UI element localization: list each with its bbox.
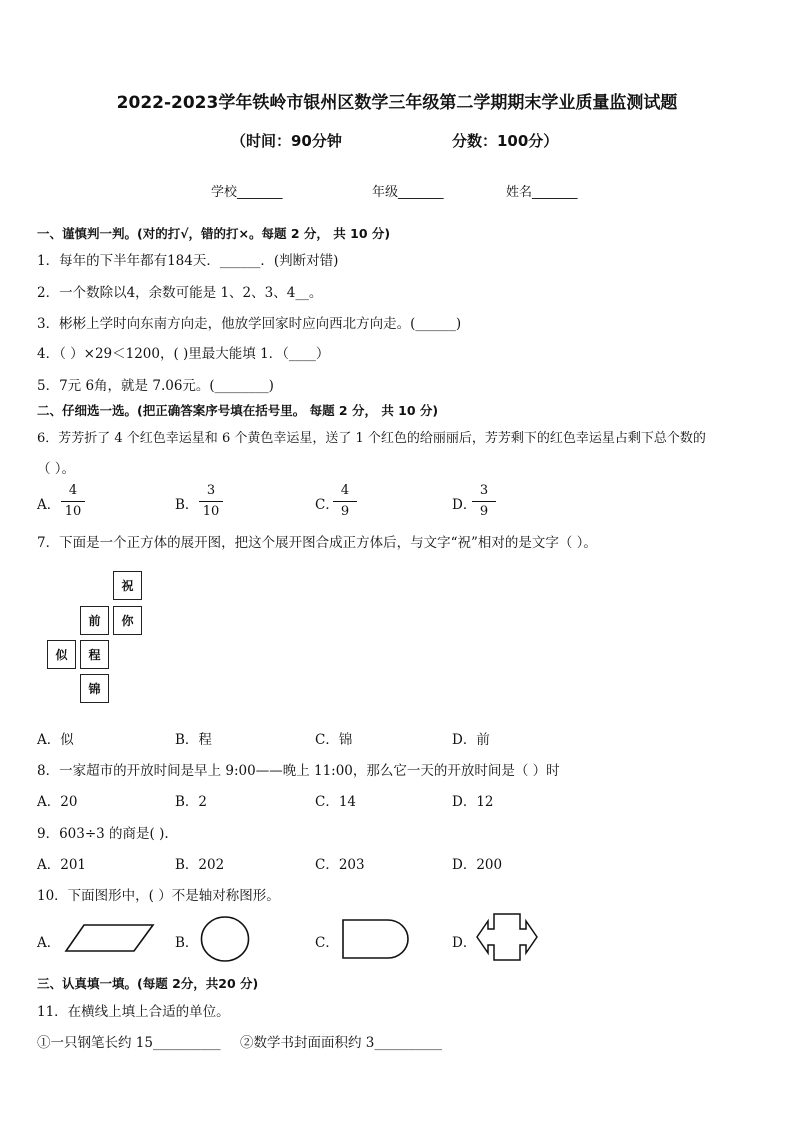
cube-face-zhu: 祝 (113, 571, 142, 600)
question-2: 2．一个数除以4，余数可能是 1、2、3、4__。 (37, 285, 323, 301)
q6-option-b-label: B． (175, 497, 199, 513)
denominator: 9 (479, 504, 489, 519)
cube-face-qian: 前 (80, 606, 109, 635)
denominator: 10 (202, 504, 220, 519)
q6-option-d-label: D． (452, 497, 477, 513)
circle-shape (199, 914, 253, 964)
section-2-heading: 二、仔细选一选。(把正确答案序号填在括号里。 每题 2 分， 共 10 分) (37, 403, 439, 418)
q8-option-b: B．2 (175, 794, 208, 810)
page-title: 2022-2023学年铁岭市银州区数学三年级第二学期期末学业质量监测试题 (116, 93, 678, 113)
question-11: 11．在横线上填上合适的单位。 (37, 1004, 230, 1020)
q7-option-b: B．程 (175, 732, 212, 748)
denominator: 10 (64, 504, 82, 519)
q7-option-c: C．锦 (315, 732, 353, 748)
q9-option-c: C．203 (315, 857, 365, 873)
q6-option-c-fraction (333, 483, 357, 520)
q9-option-b: B．202 (175, 857, 225, 873)
q10-option-d-label: D． (452, 935, 477, 951)
parallelogram-shape (64, 922, 156, 954)
denominator: 9 (340, 504, 350, 519)
numerator: 4 (340, 483, 350, 498)
cube-face-si: 似 (47, 640, 76, 669)
grade-field: 年级_______ (372, 185, 444, 200)
question-6: 6．芳芳折了 4 个红色幸运星和 6 个黄色幸运星，送了 1 个红色的给丽丽后，芳芳剩下的红色幸运星占剩下总个数的 (37, 431, 706, 446)
q9-option-d: D．200 (452, 857, 503, 873)
q8-option-a: A．20 (37, 794, 78, 810)
q10-option-c-label: C． (315, 935, 339, 951)
question-8: 8．一家超市的开放时间是早上 9:00——晚上 11:00，那么它一天的开放时间是（ ）时 (37, 763, 560, 779)
section-1-heading: 一、谨慎判一判。(对的打√，错的打×。每题 2 分， 共 10 分) (37, 226, 391, 241)
q7-option-d: D．前 (452, 732, 490, 748)
q9-option-a: A．201 (37, 857, 87, 873)
question-10: 10．下面图形中，( ）不是轴对称图形。 (37, 888, 280, 904)
question-1: 1．每年的下半年都有184天．______．(判断对错) (37, 253, 339, 269)
cube-face-ni: 你 (113, 606, 142, 635)
name-field: 姓名_______ (506, 185, 578, 200)
q6-option-c-label: C． (315, 497, 339, 513)
question-11-part-1: ①一只钢笔长约 15__________ (37, 1035, 221, 1051)
numerator: 3 (206, 483, 216, 498)
numerator: 4 (68, 483, 78, 498)
question-7: 7．下面是一个正方体的展开图，把这个展开图合成正方体后，与文字“祝”相对的是文字（ ）。 (37, 535, 597, 551)
question-9: 9．603÷3 的商是( ). (37, 826, 169, 842)
cube-face-jin: 锦 (80, 674, 109, 703)
q6-option-a-fraction (61, 483, 85, 520)
q8-option-c: C．14 (315, 794, 357, 810)
time-limit: （时间：90分钟 (231, 132, 342, 150)
question-4: 4．（ ）×29＜1200，( )里最大能填 1．（____） (37, 346, 330, 362)
question-3: 3．彬彬上学时向东南方向走，他放学回家时应向西北方向走。(______) (37, 316, 462, 332)
double-arrow-shape (474, 911, 540, 963)
q10-option-b-label: B． (175, 935, 199, 951)
q6-option-d-fraction (472, 483, 496, 520)
q6-option-a-label: A． (37, 497, 61, 513)
q8-option-d: D．12 (452, 794, 494, 810)
d-shape (340, 917, 412, 961)
q10-option-a-label: A． (37, 935, 61, 951)
numerator: 3 (479, 483, 489, 498)
total-score: 分数：100分） (452, 132, 559, 150)
question-5: 5．7元 6角，就是 7.06元。(________) (37, 378, 274, 394)
cube-face-cheng: 程 (80, 640, 109, 669)
question-11-part-2: ②数学书封面面积约 3__________ (240, 1035, 442, 1051)
q7-option-a: A．似 (37, 732, 74, 748)
q6-option-b-fraction (199, 483, 223, 520)
school-field: 学校_______ (211, 185, 283, 200)
section-3-heading: 三、认真填一填。(每题 2分，共20 分) (37, 976, 259, 991)
question-6-blank: （ ）。 (37, 461, 76, 477)
